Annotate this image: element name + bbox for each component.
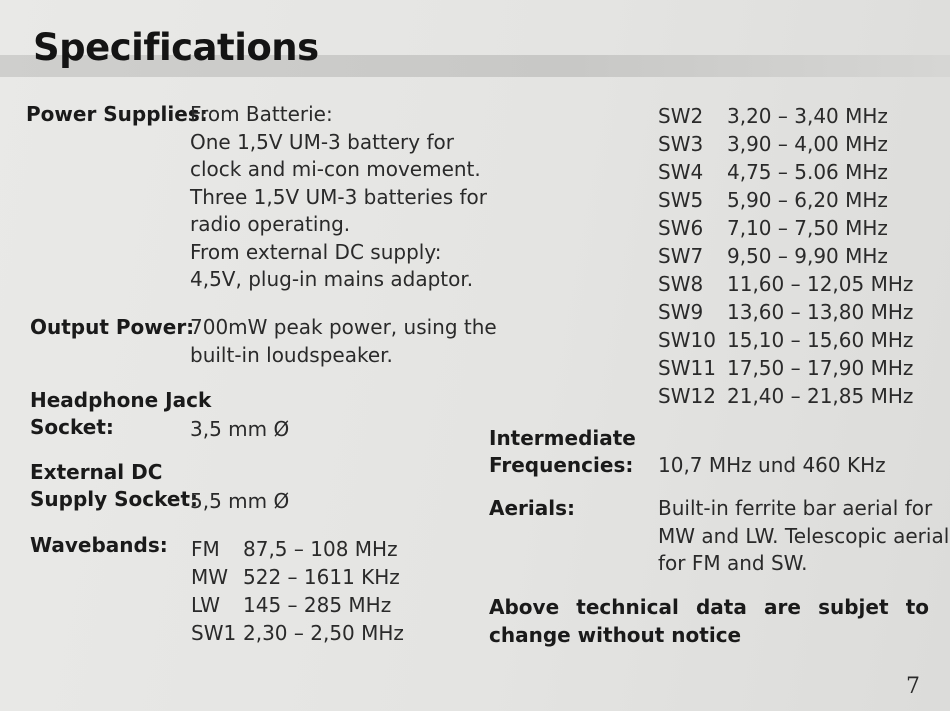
output-power-label: Output Power: bbox=[30, 315, 195, 339]
waveband-code: SW1 bbox=[191, 621, 237, 645]
power-supplies-line: From external DC supply: bbox=[190, 239, 442, 264]
external-dc-label bbox=[30, 459, 198, 513]
headphone-label-line: Headphone Jack bbox=[30, 388, 212, 412]
sw-band-range: 4,75 – 5.06 MHz bbox=[727, 160, 888, 184]
waveband-range: 87,5 – 108 MHz bbox=[243, 537, 398, 561]
power-supplies-line: 4,5V, plug-in mains adaptor. bbox=[190, 267, 474, 291]
sw-band-range: 21,40 – 21,85 MHz bbox=[727, 384, 914, 408]
sw-band-range: 7,10 – 7,50 MHz bbox=[727, 216, 888, 240]
sw-band-code: SW12 bbox=[658, 384, 716, 408]
aerials-line: Built-in ferrite bar aerial for bbox=[658, 496, 933, 520]
sw-band-range: 15,10 – 15,60 MHz bbox=[727, 328, 914, 352]
intermediate-label-line: Intermediate bbox=[489, 426, 636, 450]
intermediate-label bbox=[489, 425, 636, 479]
sw-band-range: 3,20 – 3,40 MHz bbox=[727, 104, 888, 128]
power-supplies-line: radio operating. bbox=[190, 212, 351, 236]
sw-band-code: SW9 bbox=[658, 300, 704, 324]
power-supplies-line: Three 1,5V UM-3 batteries for bbox=[190, 184, 487, 209]
sw-band-code: SW4 bbox=[658, 160, 704, 184]
sw-band-code: SW8 bbox=[658, 272, 704, 296]
power-supplies-line: One 1,5V UM-3 battery for bbox=[190, 129, 454, 154]
intermediate-value: 10,7 MHz und 460 KHz bbox=[658, 453, 886, 477]
sw-band-range: 3,90 – 4,00 MHz bbox=[727, 132, 888, 156]
page-number: 7 bbox=[906, 674, 920, 699]
sw-band-code: SW2 bbox=[658, 104, 704, 128]
page-title: Specifications bbox=[33, 26, 319, 69]
wavebands-label: Wavebands: bbox=[30, 533, 168, 557]
waveband-code: FM bbox=[191, 537, 220, 561]
headphone-value: 3,5 mm Ø bbox=[190, 417, 290, 441]
waveband-range: 522 – 1611 KHz bbox=[243, 565, 400, 589]
sw-band-code: SW11 bbox=[658, 356, 716, 380]
aerials-label: Aerials: bbox=[489, 496, 576, 520]
intermediate-label-line: Frequencies: bbox=[489, 453, 634, 477]
waveband-range: 2,30 – 2,50 MHz bbox=[243, 621, 404, 645]
aerials-value bbox=[658, 495, 949, 578]
sw-band-range: 17,50 – 17,90 MHz bbox=[727, 356, 914, 380]
external-dc-value: 5,5 mm Ø bbox=[190, 489, 290, 513]
sw-band-code: SW7 bbox=[658, 244, 704, 268]
change-notice: Above technical data are subjet to change without notice bbox=[489, 595, 929, 647]
output-power-value bbox=[190, 314, 497, 369]
power-supplies-line: clock and mi-con movement. bbox=[190, 157, 481, 181]
headphone-label-line: Socket: bbox=[30, 415, 114, 439]
sw-band-range: 9,50 – 9,90 MHz bbox=[727, 244, 888, 268]
output-power-line: 700mW peak power, using the bbox=[190, 315, 497, 339]
aerials-line: for FM and SW. bbox=[658, 551, 808, 575]
sw-band-range: 11,60 – 12,05 MHz bbox=[727, 272, 914, 296]
sw-band-range: 5,90 – 6,20 MHz bbox=[727, 188, 888, 212]
sw-band-code: SW6 bbox=[658, 216, 704, 240]
headphone-label bbox=[30, 387, 211, 441]
waveband-code: LW bbox=[191, 593, 221, 617]
sw-band-code: SW5 bbox=[658, 188, 704, 212]
power-supplies-line: From Batterie: bbox=[190, 102, 333, 126]
sw-band-code: SW3 bbox=[658, 132, 704, 156]
waveband-code: MW bbox=[191, 565, 229, 589]
waveband-range: 145 – 285 MHz bbox=[243, 593, 392, 617]
output-power-line: built-in loudspeaker. bbox=[190, 342, 393, 367]
aerials-line: MW and LW. Telescopic aerial bbox=[658, 523, 950, 548]
power-supplies-label: Power Supplies: bbox=[26, 102, 208, 126]
power-supplies-value bbox=[190, 101, 487, 294]
sw-band-code: SW10 bbox=[658, 328, 716, 352]
external-dc-label-line: Supply Socket: bbox=[30, 487, 199, 511]
sw-band-range: 13,60 – 13,80 MHz bbox=[727, 300, 914, 324]
external-dc-label-line: External DC bbox=[30, 460, 163, 484]
